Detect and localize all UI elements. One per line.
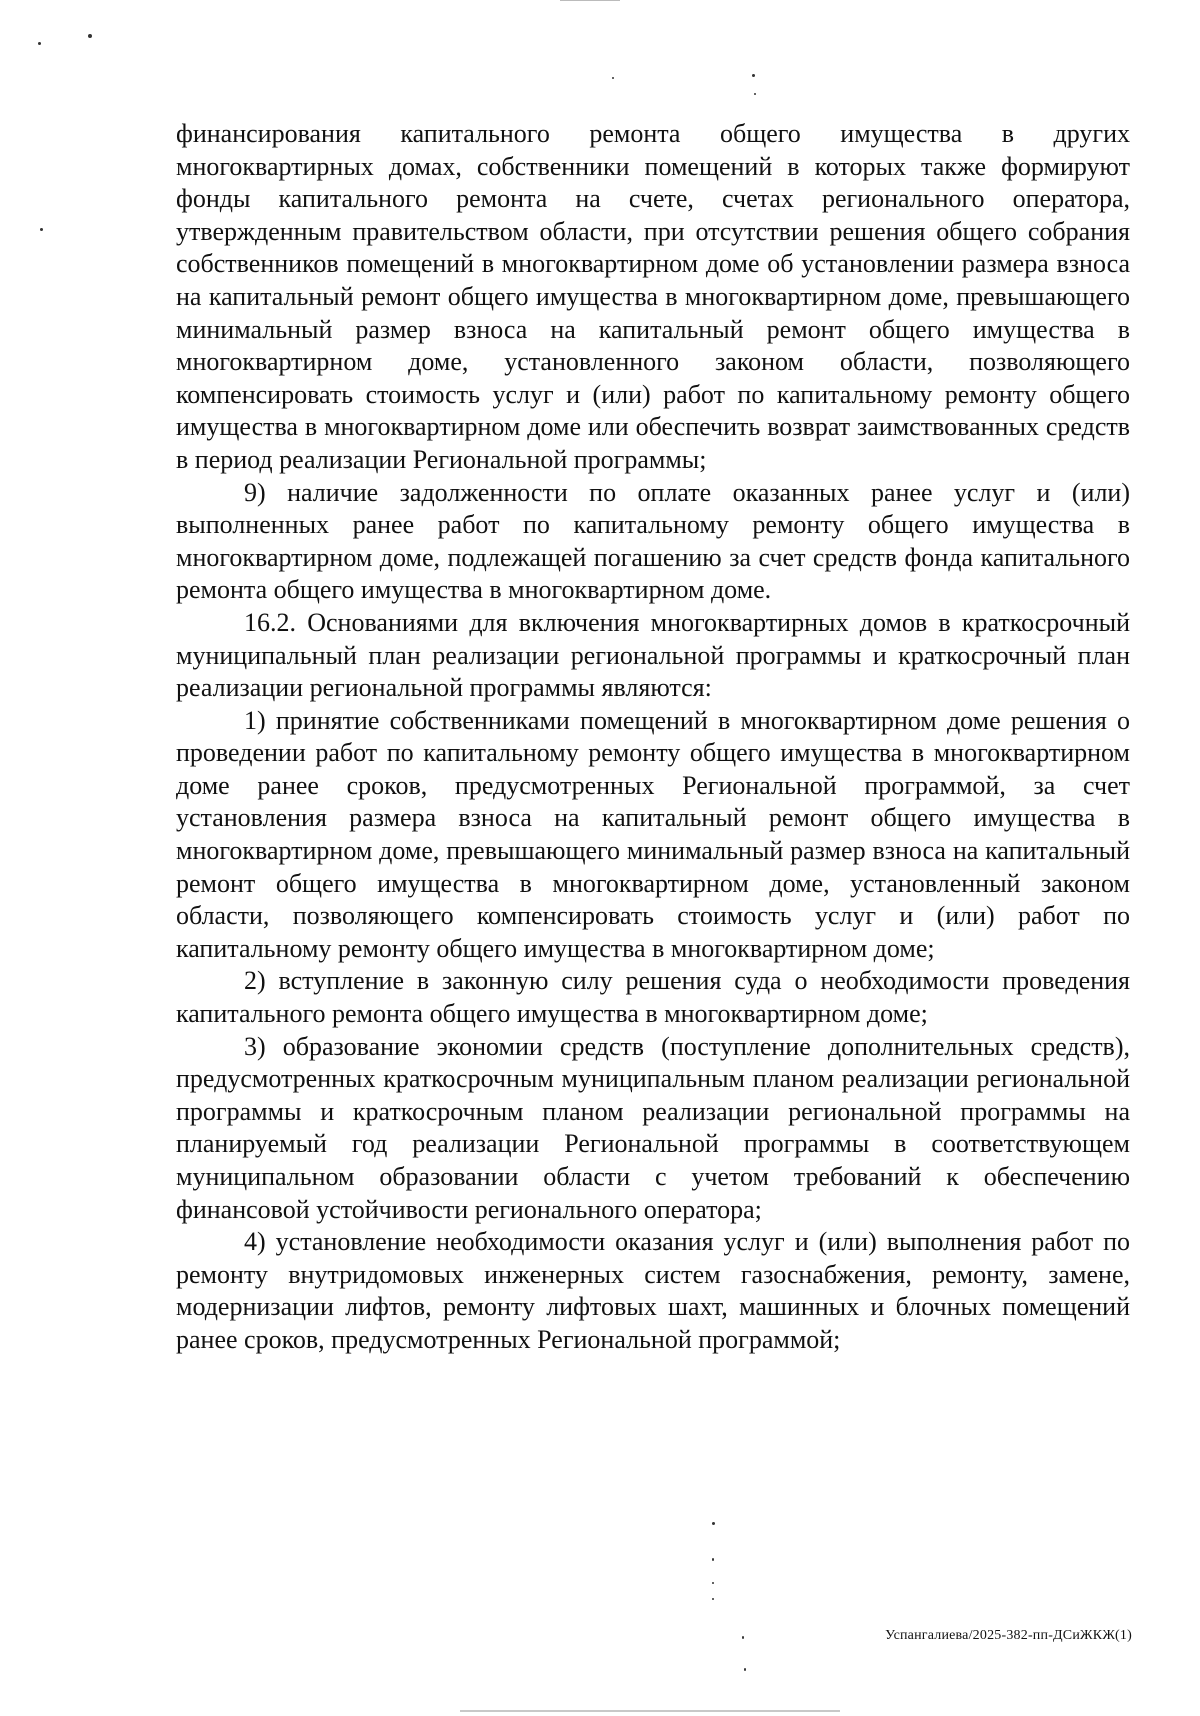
scan-speck — [742, 1636, 744, 1639]
scan-speck — [712, 1582, 714, 1584]
paragraph-item-4: 4) установление необходимости оказания услуг и (или) выполнения работ по ремонту внутридомовых инженерных систем газоснабжения, ремонту, замене, модернизации лифтов, ремонту лифтовых шахт, машинных и блочных помещений ранее сроков, предусмотренных Региональной программой; — [176, 1227, 1130, 1354]
scan-edge-top — [560, 0, 620, 1]
scan-edge-bottom — [460, 1710, 840, 1712]
scan-speck — [712, 1522, 715, 1525]
scan-speck — [88, 34, 92, 38]
scan-speck — [38, 42, 41, 45]
paragraph-continuation: финансирования капитального ремонта общего имущества в других многоквартирных домах, собственники помещений в которых также формируют фонды капитального ремонта на счете, счетах регионального оператора, утвержденным правительством области, при отсутствии решения общего собрания собственников помещений в многоквартирном доме об установлении размера взноса на капитальный ремонт общего имущества в многоквартирном доме, превышающего минимальный размер взноса на капитальный ремонт общего имущества в многоквартирном доме, установленного законом области, позволяющего компенсировать стоимость услуг и (или) работ по капитальному ремонту общего имущества в многоквартирном доме или обеспечить возврат заимствованных средств в период реализации Региональной программы; — [176, 119, 1130, 474]
scan-speck — [612, 77, 614, 79]
scan-speck — [744, 1668, 746, 1671]
scan-speck — [754, 93, 756, 95]
paragraph-item-3: 3) образование экономии средств (поступление дополнительных средств), предусмотренных краткосрочным муниципальным планом реализации региональной программы и краткосрочным планом реализации региональной программы на планируемый год реализации Региональной программы в соответствующем муниципальном образовании области с учетом требований к обеспечению финансовой устойчивости регионального оператора; — [176, 1031, 1130, 1224]
body-text — [176, 118, 1130, 1357]
scan-speck — [40, 228, 43, 231]
paragraph-item-1: 1) принятие собственниками помещений в многоквартирном доме решения о проведении работ по капитальному ремонту общего имущества в многоквартирном доме ранее сроков, предусмотренных Региональной программой, за счет установления размера взноса на капитальный ремонт общего имущества в многоквартирном доме, превышающего минимальный размер взноса на капитальный ремонт общего имущества в многоквартирном доме, установленный законом области, позволяющего компенсировать стоимость услуг и (или) работ по капитальному ремонту общего имущества в многоквартирном доме; — [176, 705, 1130, 963]
scan-speck — [712, 1558, 714, 1561]
paragraph-section-16-2: 16.2. Основаниями для включения многоквартирных домов в краткосрочный муниципальный план реализации региональной программы и краткосрочный план реализации региональной программы являются: — [176, 607, 1130, 703]
scan-speck — [712, 1598, 714, 1600]
document-reference-footer: Успангалиева/2025-382-пп-ДСиЖКЖ(1) — [885, 1628, 1132, 1643]
paragraph-item-2: 2) вступление в законную силу решения суда о необходимости проведения капитального ремонта общего имущества в многоквартирном доме; — [176, 966, 1130, 1029]
scan-speck — [752, 74, 755, 77]
paragraph-item-9: 9) наличие задолженности по оплате оказанных ранее услуг и (или) выполненных ранее работ по капитальному ремонту общего имущества в многоквартирном доме, подлежащей погашению за счет средств фонда капитального ремонта общего имущества в многоквартирном доме. — [176, 477, 1130, 605]
